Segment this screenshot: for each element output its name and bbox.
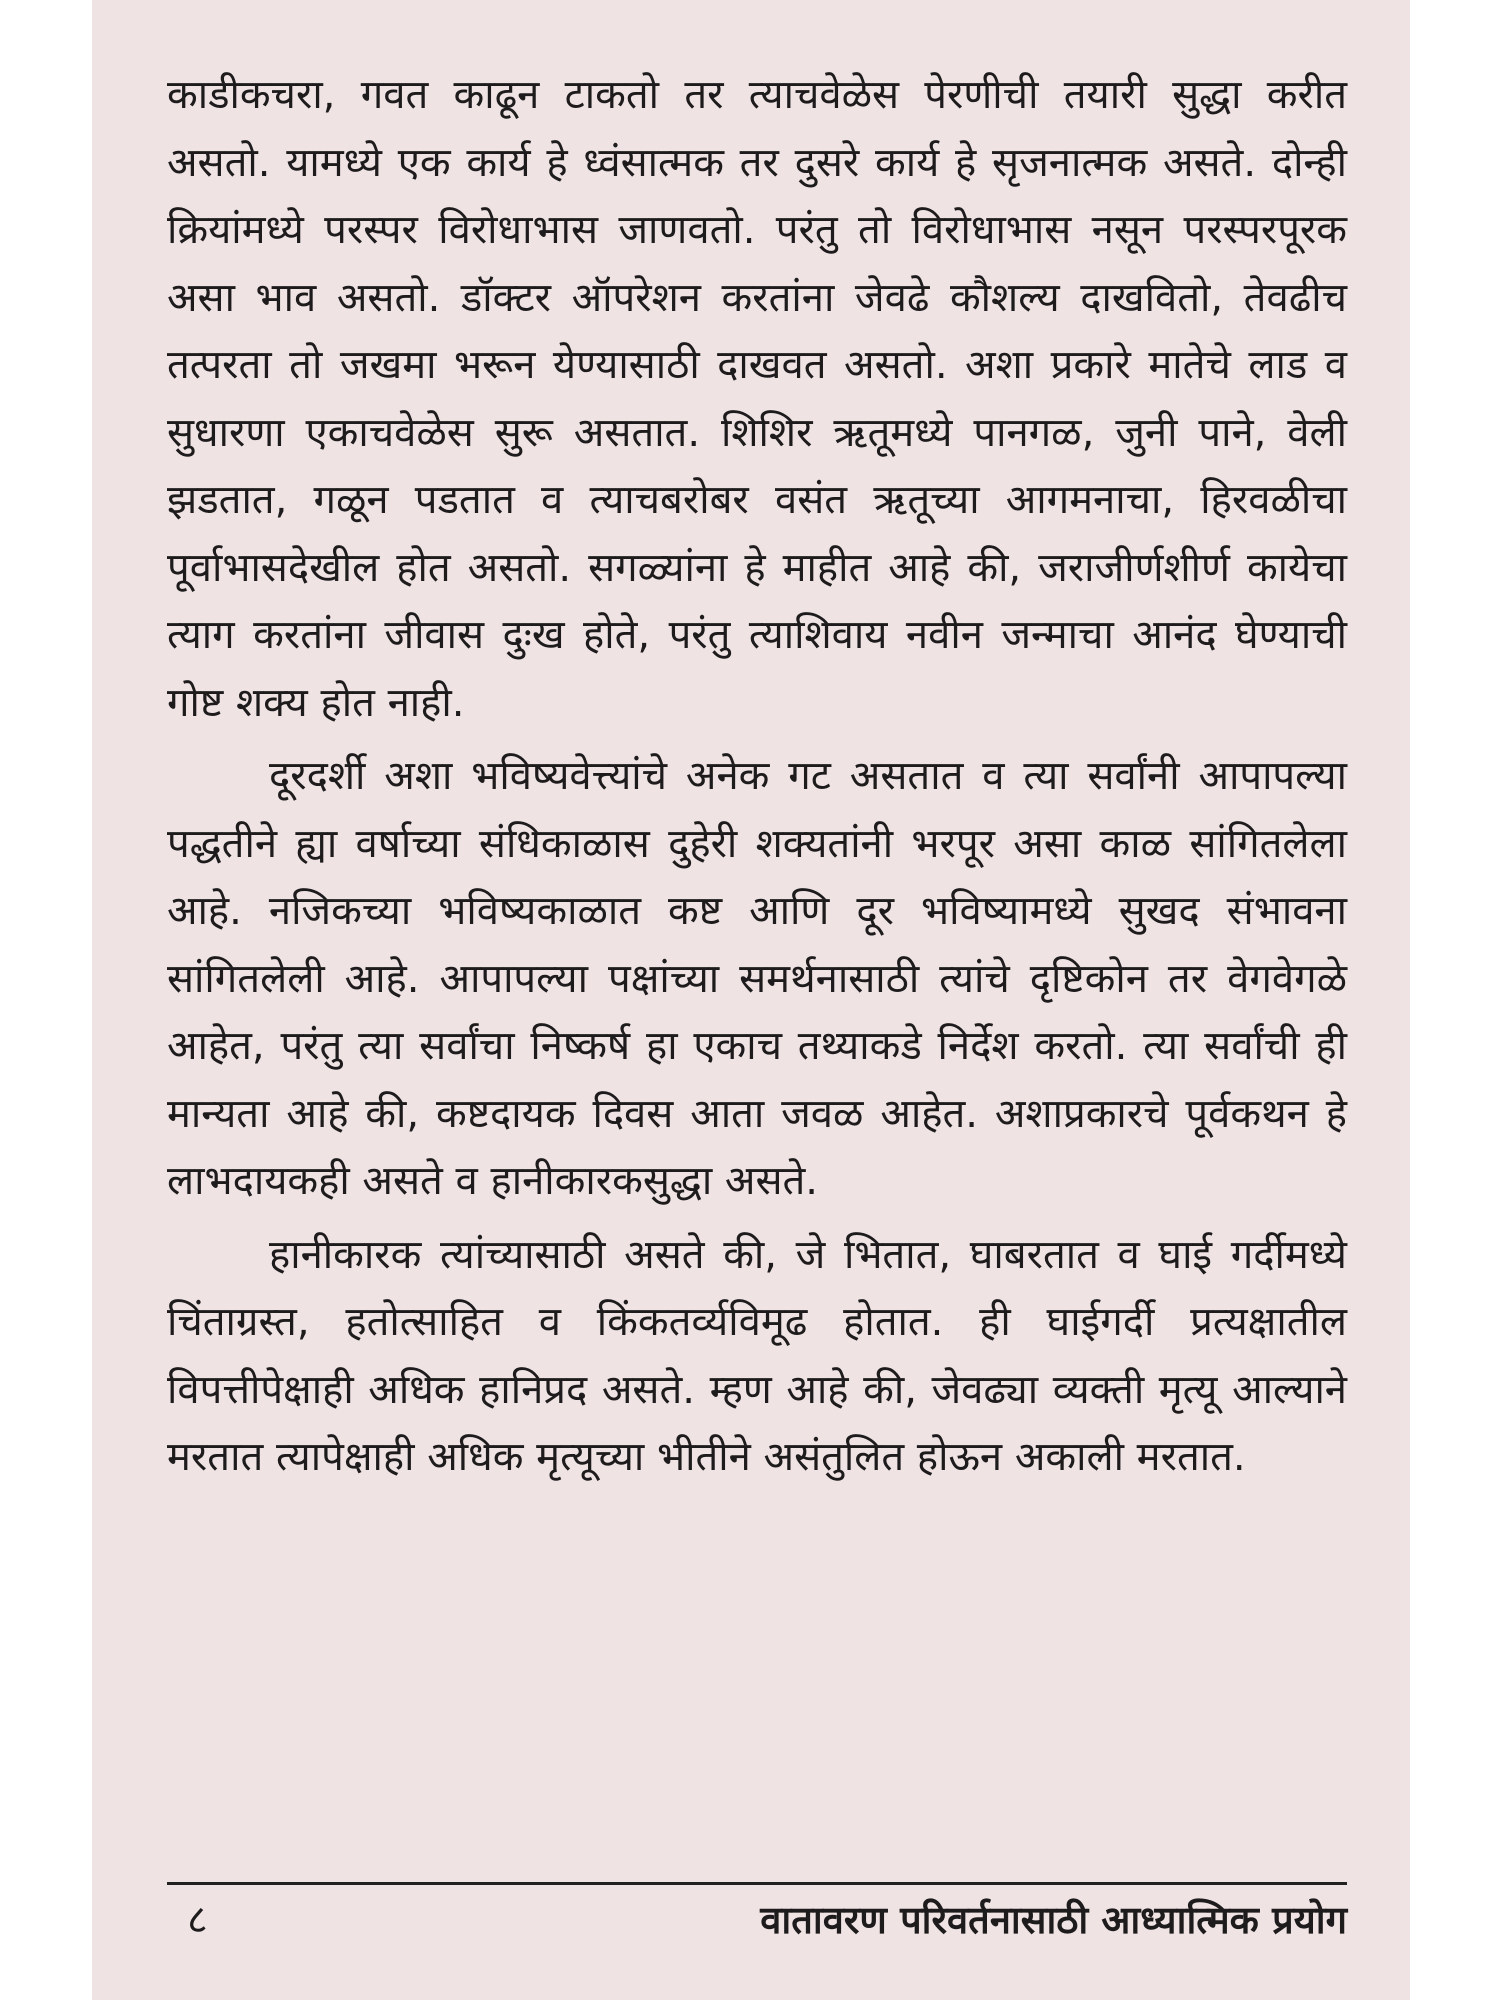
footer-divider (167, 1882, 1347, 1885)
paragraph-2: दूरदर्शी अशा भविष्यवेत्त्यांचे अनेक गट असतात व त्या सर्वांनी आपापल्या पद्धतीने ह्या वर्षाच्या संधिकाळास दुहेरी शक्यतांनी भरपूर असा काळ सांगितलेला आहे. नजिकच्या भविष्यकाळात कष्ट आणि दूर भविष्यामध्ये सुखद संभावना सांगितलेली आहे. आपापल्या पक्षांच्या समर्थनासाठी त्यांचे दृष्टिकोन तर वेगवेगळे आहेत, परंतु त्या सर्वांचा निष्कर्ष हा एकाच तथ्याकडे निर्देश करतो. त्या सर्वांची ही मान्यता आहे की, कष्टदायक दिवस आता जवळ आहेत. अशाप्रकारचे पूर्वकथन हे लाभदायकही असते व हानीकारकसुद्धा असते. (167, 753, 1347, 1204)
body-text (167, 62, 1347, 1492)
paragraph-1: काडीकचरा, गवत काढून टाकतो तर त्याचवेळेस पेरणीची तयारी सुद्धा करीत असतो. यामध्ये एक कार्य हे ध्वंसात्मक तर दुसरे कार्य हे सृजनात्मक असते. दोन्ही क्रियांमध्ये परस्पर विरोधाभास जाणवतो. परंतु तो विरोधाभास नसून परस्परपूरक असा भाव असतो. डॉक्टर ऑपरेशन करतांना जेवढे कौशल्य दाखवितो, तेवढीच तत्परता तो जखमा भरून येण्यासाठी दाखवत असतो. अशा प्रकारे मातेचे लाड व सुधारणा एकाचवेळेस सुरू असतात. शिशिर ऋतूमध्ये पानगळ, जुनी पाने, वेली झडतात, गळून पडतात व त्याचबरोबर वसंत ऋतूच्या आगमनाचा, हिरवळीचा पूर्वाभासदेखील होत असतो. सगळ्यांना हे माहीत आहे की, जराजीर्णशीर्ण कायेचा त्याग करतांना जीवास दुःख होते, परंतु त्याशिवाय नवीन जन्माचा आनंद घेण्याची गोष्ट शक्य होत नाही. (167, 72, 1347, 726)
page-footer (167, 1890, 1347, 1950)
page-number: ८ (187, 1897, 208, 1943)
paragraph-3: हानीकारक त्यांच्यासाठी असते की, जे भितात, घाबरतात व घाई गर्दीमध्ये चिंताग्रस्त, हतोत्साहित व किंकतर्व्यविमूढ होतात. ही घाईगर्दी प्रत्यक्षातील विपत्तीपेक्षाही अधिक हानिप्रद असते. म्हण आहे की, जेवढ्या व्यक्ती मृत्यू आल्याने मरतात त्यापेक्षाही अधिक मृत्यूच्या भीतीने असंतुलित होऊन अकाली मरतात. (167, 1231, 1347, 1480)
book-page (92, 0, 1410, 2000)
book-title: वातावरण परिवर्तनासाठी आध्यात्मिक प्रयोग (760, 1898, 1347, 1942)
